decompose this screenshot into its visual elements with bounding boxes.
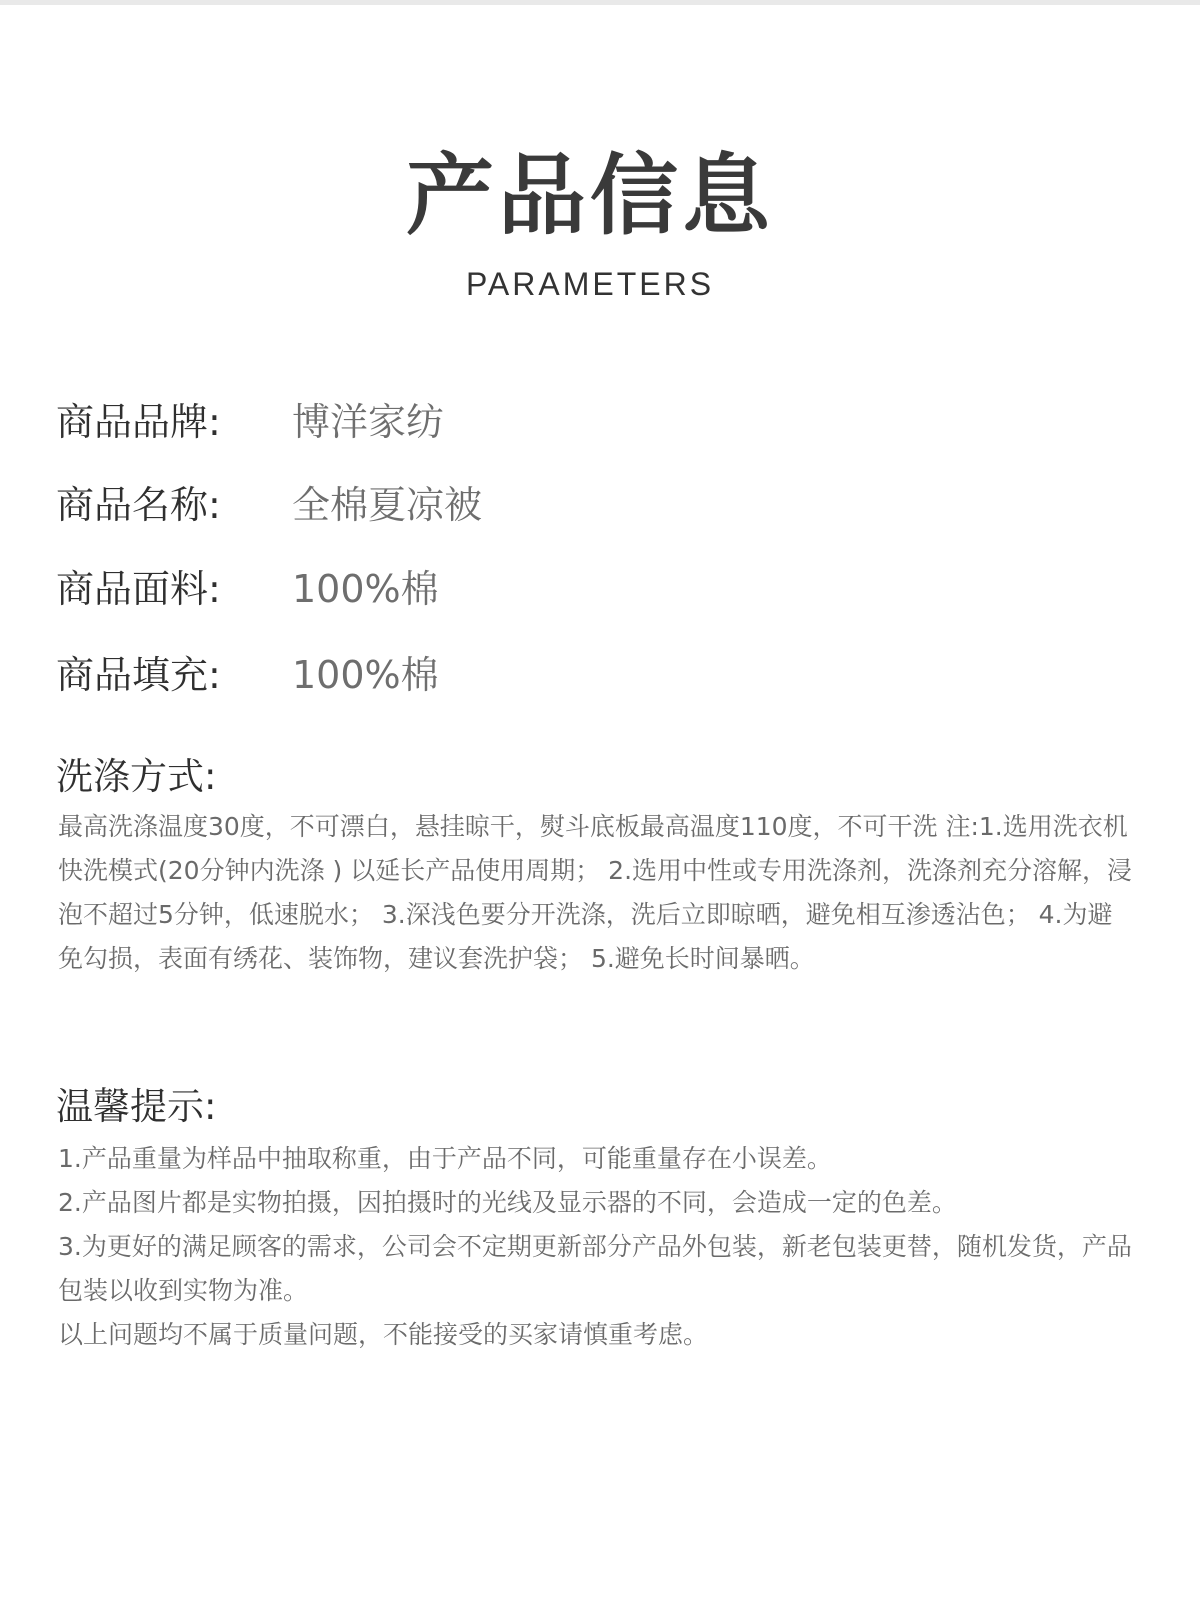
tips-item: 3.为更好的满足顾客的需求，公司会不定期更新部分产品外包装，新老包装更替，随机发货，产品包装以收到实物为准。 — [58, 1232, 1132, 1305]
top-divider — [0, 0, 1200, 5]
tips-item: 2.产品图片都是实物拍摄，因拍摄时的光线及显示器的不同，会造成一定的色差。 — [58, 1188, 957, 1217]
param-label: 商品名称: — [56, 483, 221, 527]
param-row-brand — [56, 392, 1136, 452]
tips-list — [58, 1137, 1133, 1357]
param-value: 100%棉 — [292, 567, 439, 611]
washing-title: 洗涤方式: — [56, 755, 217, 798]
page-subtitle: PARAMETERS — [465, 266, 715, 302]
param-label: 商品品牌: — [56, 400, 221, 444]
param-value: 全棉夏凉被 — [292, 483, 483, 527]
tips-title: 温馨提示: — [56, 1085, 217, 1128]
param-label: 商品填充: — [56, 653, 221, 697]
param-label: 商品面料: — [56, 567, 221, 611]
washing-instructions: 最高洗涤温度30度，不可漂白，悬挂晾干，熨斗底板最高温度110度，不可干洗 注:1.选用洗衣机快洗模式(20分钟内洗涤 ) 以延长产品使用周期； 2.选用中性或专用洗涤剂，洗涤剂充分溶解，浸泡不超过5分钟，低速脱水； 3.深浅色要分开洗涤，洗后立即晾晒，避免相互渗透沾色； 4.为避免勾损，表面有绣花、装饰物，建议套洗护袋； 5.避免长时间暴晒。 — [58, 812, 1133, 973]
param-value: 100%棉 — [292, 653, 439, 697]
param-row-fabric — [56, 559, 1136, 619]
param-row-name — [56, 475, 1136, 535]
tips-item: 1.产品重量为样品中抽取称重，由于产品不同，可能重量存在小误差。 — [58, 1144, 832, 1173]
param-row-filling — [56, 645, 1136, 705]
page-title: 产品信息 — [405, 144, 774, 247]
param-value: 博洋家纺 — [292, 400, 445, 444]
tips-item: 以上问题均不属于质量问题，不能接受的买家请慎重考虑。 — [58, 1320, 709, 1349]
